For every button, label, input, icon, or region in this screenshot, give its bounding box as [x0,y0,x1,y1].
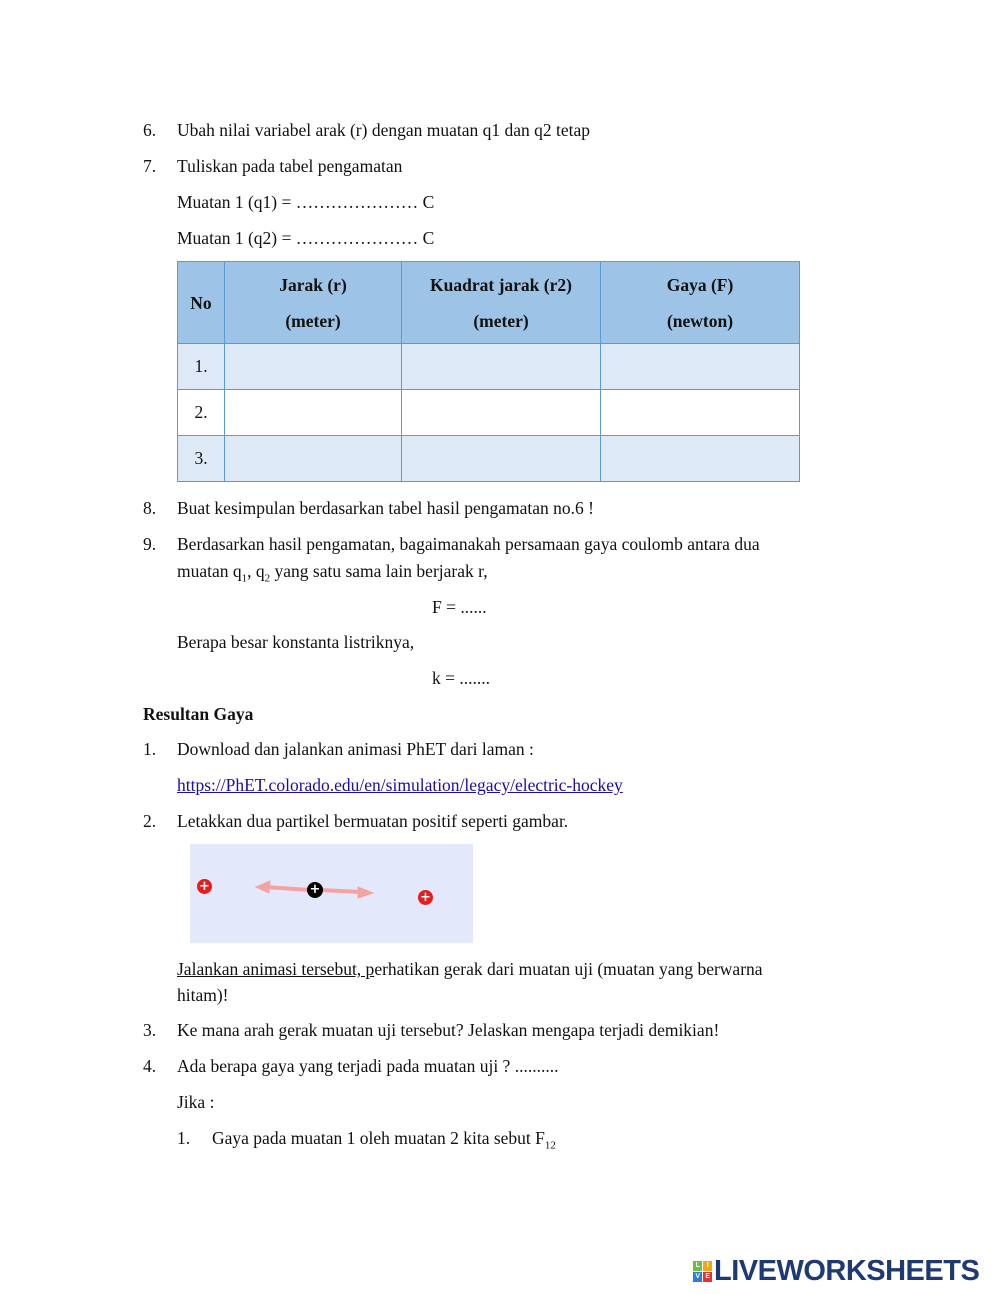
item-number: 9. [143,534,157,554]
item-number: 6. [143,120,157,140]
cell-kuadrat[interactable] [402,436,601,482]
section-title: Resultan Gaya [143,704,254,724]
table-row [178,344,800,390]
positive-charge-1: + [197,879,212,894]
konstanta-text: Berapa besar konstanta listriknya, [177,632,415,652]
header-gaya: Gaya (F) (newton) [601,262,800,344]
paragraph-line2: hitam)! [177,985,229,1005]
sub-item-number: 1. [177,1128,191,1148]
cell-kuadrat[interactable] [402,344,601,390]
item-text: Ke mana arah gerak muatan uji tersebut? Jelaskan mengapa terjadi demikian! [177,1020,720,1040]
cell-kuadrat[interactable] [402,390,601,436]
cell-jarak[interactable] [225,390,402,436]
item-number: 1. [143,739,157,759]
item-text: Tuliskan pada tabel pengamatan [177,156,403,176]
positive-charge-2: + [418,890,433,905]
phet-simulation-image [190,844,473,943]
liveworksheets-logo [693,1255,979,1288]
row-number: 3. [178,436,225,482]
item-text: Download dan jalankan animasi PhET dari laman : [177,739,534,759]
item-text: Letakkan dua partikel bermuatan positif seperti gambar. [177,811,569,831]
item-number: 4. [143,1056,157,1076]
observation-table [177,261,800,482]
item-number: 3. [143,1020,157,1040]
item-text: Ubah nilai variabel arak (r) dengan muatan q1 dan q2 tetap [177,120,591,140]
item-number: 8. [143,498,157,518]
item-text: Buat kesimpulan berdasarkan tabel hasil pengamatan no.6 ! [177,498,594,518]
item-number: 2. [143,811,157,831]
cell-gaya[interactable] [601,344,800,390]
table-row [178,436,800,482]
cell-jarak[interactable] [225,436,402,482]
item-text-line2: muatan $q_1$, $q_2$ yang satu sama lain berjarak r, [177,561,488,585]
item-text: Berdasarkan hasil pengamatan, bagaimanakah persamaan gaya coulomb antara dua [177,534,760,554]
table-row [178,390,800,436]
formula-f: F = ...... [432,597,487,617]
cell-gaya[interactable] [601,436,800,482]
item-text: Ada berapa gaya yang terjadi pada muatan uji ? .......... [177,1056,559,1076]
row-number: 1. [178,344,225,390]
sub-item-text: Gaya pada muatan 1 oleh muatan 2 kita sebut $F_{12}$ [212,1128,556,1152]
logo-blocks-icon: L I V E [693,1261,712,1282]
phet-link[interactable]: https://PhET.colorado.edu/en/simulation/legacy/electric-hockey [177,775,623,795]
cell-gaya[interactable] [601,390,800,436]
muatan2-line: Muatan 1 (q2) = ………………… C [177,228,435,248]
row-number: 2. [178,390,225,436]
header-jarak: Jarak (r) (meter) [225,262,402,344]
table-header-row [178,262,800,344]
header-kuadrat: Kuadrat jarak (r2) (meter) [402,262,601,344]
formula-k: k = ....... [432,668,490,688]
paragraph-line1: Jalankan animasi tersebut, perhatikan gerak dari muatan uji (muatan yang berwarna [177,959,763,979]
cell-jarak[interactable] [225,344,402,390]
item-number: 7. [143,156,157,176]
jika-text: Jika : [177,1092,215,1112]
header-no: No [178,262,225,344]
muatan1-line: Muatan 1 (q1) = ………………… C [177,192,435,212]
test-charge: + [307,882,323,898]
logo-text: LIVEWORKSHEETS [714,1255,980,1287]
